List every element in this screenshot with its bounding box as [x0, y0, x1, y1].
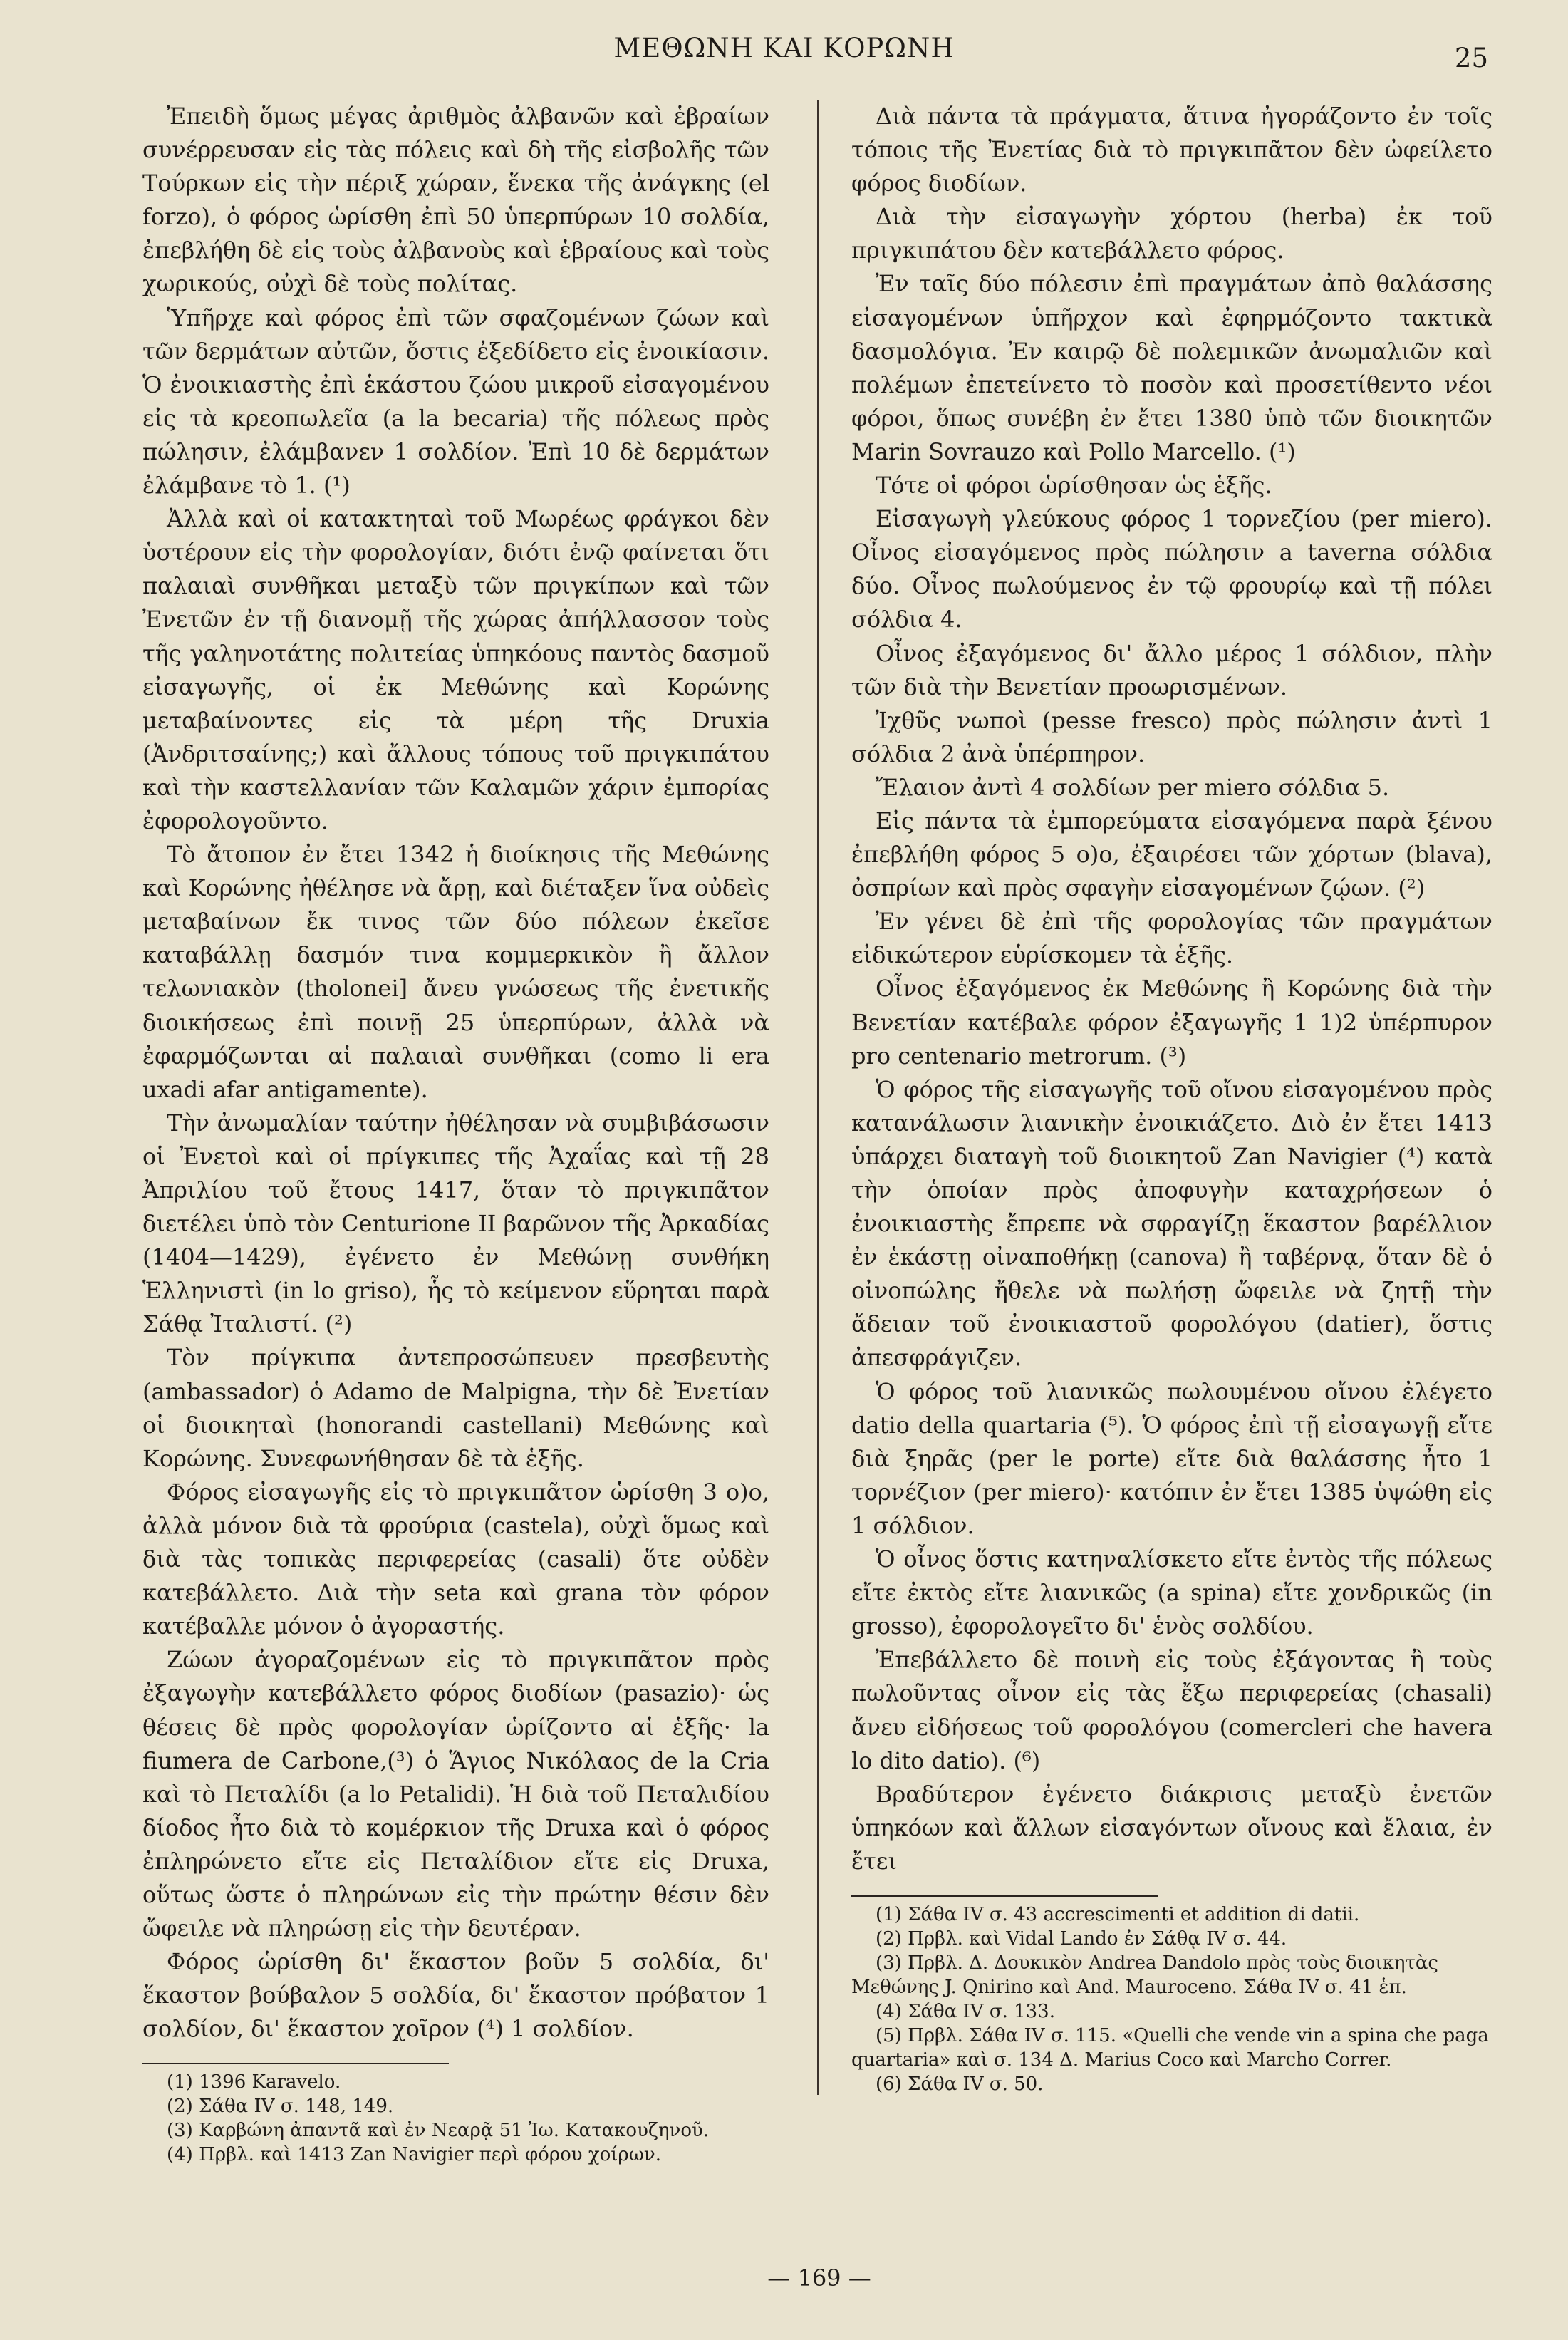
footnote: (1) 1396 Karavelo.: [167, 2071, 341, 2093]
paragraph: Ὁ φόρος τοῦ λιανικῶς πωλουμένου οἴνου ἐλέγετο datio della quartaria (⁵). Ὁ φόρος ἐπὶ τῇ εἰσαγωγῇ εἴτε διὰ ξηρᾶς (per le porte) εἴτε διὰ θαλάσσης ἦτο 1 τορνέζιον (per miero)· κατόπιν ἐν ἔτει 1385 ὑψώθη εἰς 1 σόλδιον.: [851, 1377, 1492, 1539]
footnote: (3) Πρβλ. Δ. Δουκικὸν Andrea Dandolo πρὸς τοὺς διοικητὰς Μεθώνης J. Qnirino καὶ And. Mauroceno. Σάθα IV σ. 41 ἑπ.: [851, 1952, 1438, 1998]
paragraph: Διὰ τὴν εἰσαγωγὴν χόρτου (herba) ἐκ τοῦ πριγκιπάτου δὲν κατεβάλλετο φόρος.: [851, 203, 1492, 264]
paragraph: Ὁ φόρος τῆς εἰσαγωγῆς τοῦ οἴνου εἰσαγομένου πρὸς κατανάλωσιν λιανικὴν ἐνοικιάζετο. Διὸ ἐν ἔτει 1413 ὑπάρχει διαταγὴ τοῦ διοικητοῦ Zan Navigier (⁴) κατὰ τὴν ὁποίαν πρὸς ἀποφυγὴν καταχρήσεων ὁ ἐνοικιαστὴς ἔπρεπε νὰ σφραγίζῃ ἕκαστον βαρέλλιον ἐν ἑκάστῃ οἰναποθήκῃ (canova) ἢ ταβέρνᾳ, ὅταν δὲ ὁ οἰνοπώλης ἤθελε νὰ πωλήσῃ ὤφειλε νὰ ζητῇ τὴν ἄδειαν τοῦ ἐνοικιαστοῦ φορολόγου (datier), ὅστις ἀπεσφράγιζεν.: [851, 1075, 1492, 1372]
footnote-rule: [142, 2063, 449, 2064]
footnote: (5) Πρβλ. Σάθα IV σ. 115. «Quelli che vende vin a spina che paga quartaria» καὶ σ. 134 Δ. Marius Coco καὶ Marcho Correr.: [851, 2024, 1489, 2071]
footnote: (1) Σάθα IV σ. 43 accrescimenti et addition di datii.: [876, 1903, 1360, 1925]
paragraph: Οἶνος ἐξαγόμενος δι' ἄλλο μέρος 1 σόλδιον, πλὴν τῶν διὰ τὴν Βενετίαν προωρισμένων.: [851, 639, 1492, 700]
paragraph: Ὑπῆρχε καὶ φόρος ἐπὶ τῶν σφαζομένων ζώων καὶ τῶν δερμάτων αὐτῶν, ὅστις ἐξεδίδετο εἰς ἐνοικίασιν. Ὁ ἐνοικιαστὴς ἐπὶ ἑκάστου ζώου μικροῦ εἰσαγομένου εἰς τὰ κρεοπωλεῖα (a la becaria) τῆς πόλεως πρὸς πώλησιν, ἐλάμβανεν 1 σολδίον. Ἐπὶ 10 δὲ δερμάτων ἐλάμβανε τὸ 1. (¹): [142, 304, 769, 499]
paragraph: Διὰ πάντα τὰ πράγματα, ἅτινα ἠγοράζοντο ἐν τοῖς τόποις τῆς Ἐνετίας διὰ τὸ πριγκιπᾶτον δὲν ὠφείλετο φόρος διοδίων.: [851, 103, 1492, 197]
paragraph: Οἶνος ἐξαγόμενος ἐκ Μεθώνης ἢ Κορώνης διὰ τὴν Βενετίαν κατέβαλε φόρον ἐξαγωγῆς 1 1)2 ὑπέρπυρον pro centenario metrorum. (³): [851, 975, 1492, 1070]
footnote: (6) Σάθα IV σ. 50.: [876, 2073, 1044, 2095]
paragraph: Φόρος ὡρίσθη δι' ἕκαστον βοῦν 5 σολδία, δι' ἕκαστον βούβαλον 5 σολδία, δι' ἕκαστον πρόβατον 1 σολδίον, δι' ἕκαστον χοῖρον (⁴) 1 σολδίον.: [142, 1948, 769, 2043]
page-number: 25: [1454, 43, 1488, 73]
paragraph: Τὴν ἀνωμαλίαν ταύτην ἠθέλησαν νὰ συμβιβάσωσιν οἱ Ἐνετοὶ καὶ οἱ πρίγκιπες τῆς Ἀχαΐας καὶ τῇ 28 Ἀπριλίου τοῦ ἔτους 1417, ὅταν τὸ πριγκιπᾶτον διετέλει ὑπὸ τὸν Centurione II βαρῶνον τῆς Ἀρκαδίας (1404—1429), ἐγένετο ἐν Μεθώνῃ συνθήκη Ἑλληνιστὶ (in lo griso), ἧς τὸ κείμενον εὕρηται παρὰ Σάθᾳ Ἰταλιστί. (²): [142, 1109, 769, 1338]
paragraph: Ὁ οἶνος ὅστις κατηναλίσκετο εἴτε ἐντὸς τῆς πόλεως εἴτε ἐκτὸς εἴτε λιανικῶς (a spina) εἴτε χονδρικῶς (in grosso), ἐφορολογεῖτο δι' ἑνὸς σολδίου.: [851, 1546, 1492, 1640]
footnote: (4) Πρβλ. καὶ 1413 Zan Navigier περὶ φόρου χοίρων.: [167, 2144, 661, 2166]
footnote: (4) Σάθα IV σ. 133.: [876, 2000, 1055, 2022]
paragraph: Τότε οἱ φόροι ὡρίσθησαν ὡς ἑξῆς.: [876, 472, 1272, 499]
footnote: (2) Πρβλ. καὶ Vidal Lando ἐν Σάθᾳ IV σ. 44.: [876, 1927, 1287, 1950]
folio-number: — 169 —: [767, 2264, 871, 2292]
right-column: [851, 100, 1492, 2096]
left-column: [142, 100, 769, 2167]
paragraph: Βραδύτερον ἐγένετο διάκρισις μεταξὺ ἐνετῶν ὑπηκόων καὶ ἄλλων εἰσαγόντων οἴνους καὶ ἔλαια, ἐν ἔτει: [851, 1780, 1492, 1875]
footnote: (3) Καρβώνη ἀπαντᾶ καὶ ἐν Νεαρᾷ 51 Ἰω. Κατακουζηνοῦ.: [167, 2120, 710, 2142]
paragraph: Ἰχθῦς νωποὶ (pesse fresco) πρὸς πώλησιν ἀντὶ 1 σόλδια 2 ἀνὰ ὑπέρπηρον.: [851, 706, 1492, 767]
paragraph: Εἰσαγωγὴ γλεύκους φόρος 1 τορνεζίου (per miero). Οἶνος εἰσαγόμενος πρὸς πώλησιν a taverna σόλδια δύο. Οἶνος πωλούμενος ἐν τῷ φρουρίῳ καὶ τῇ πόλει σόλδια 4.: [851, 505, 1492, 633]
paragraph: Ἐν γένει δὲ ἐπὶ τῆς φορολογίας τῶν πραγμάτων εἰδικώτερον εὑρίσκομεν τὰ ἑξῆς.: [851, 908, 1492, 969]
running-title: ΜΕΘΩΝΗ ΚΑΙ ΚΟΡΩΝΗ: [613, 33, 955, 63]
paragraph: Τὸν πρίγκιπα ἀντεπροσώπευεν πρεσβευτὴς (ambassador) ὁ Adamo de Malpigna, τὴν δὲ Ἐνετίαν οἱ διοικηταὶ (honorandi castellani) Μεθώνης καὶ Κορώνης. Συνεφωνήθησαν δὲ τὰ ἑξῆς.: [142, 1344, 769, 1472]
paragraph: Εἰς πάντα τὰ ἐμπορεύματα εἰσαγόμενα παρὰ ξένου ἐπεβλήθη φόρος 5 ο)ο, ἐξαιρέσει τῶν χόρτων (blava), ὀσπρίων καὶ πρὸς σφαγὴν εἰσαγομένων ζῴων. (²): [851, 807, 1492, 902]
footnote: (2) Σάθα IV σ. 148, 149.: [167, 2096, 394, 2118]
paragraph: Ἐν ταῖς δύο πόλεσιν ἐπὶ πραγμάτων ἀπὸ θαλάσσης εἰσαγομένων ὑπῆρχον καὶ ἐφηρμόζοντο τακτικὰ δασμολόγια. Ἐν καιρῷ δὲ πολεμικῶν ἀνωμαλιῶν καὶ πολέμων ἐπετείνετο τὸ ποσὸν καὶ προσετίθεντο νέοι φόροι, ὅπως συνέβη ἐν ἔτει 1380 ὑπὸ τῶν διοικητῶν Marin Sovrauzo καὶ Pollo Marcello. (¹): [851, 270, 1492, 465]
paragraph: Ζώων ἀγοραζομένων εἰς τὸ πριγκιπᾶτον πρὸς ἐξαγωγὴν κατεβάλλετο φόρος διοδίων (pasazio)· ὡς θέσεις δὲ πρὸς φορολογίαν ὡρίζοντο αἱ ἑξῆς· la fiumera de Carbone,(³) ὁ Ἅγιος Νικόλαος de la Cria καὶ τὸ Πεταλίδι (a lo Petalidi). Ἡ διὰ τοῦ Πεταλιδίου δίοδος ἦτο διὰ τὸ κομέρκιον τῆς Druxa καὶ ὁ φόρος ἐπληρώνετο εἴτε εἰς Πεταλίδιον εἴτε εἰς Druxa, οὕτως ὥστε ὁ πληρώνων εἰς τὴν πρώτην θέσιν δὲν ὤφειλε νὰ πληρώσῃ εἰς τὴν δευτέραν.: [142, 1646, 769, 1942]
column-divider: [817, 100, 819, 2095]
paragraph: Ἀλλὰ καὶ οἱ κατακτηταὶ τοῦ Μωρέως φράγκοι δὲν ὑστέρουν εἰς τὴν φορολογίαν, διότι ἐνῷ φαίνεται ὅτι παλαιαὶ συνθῆκαι μεταξὺ τῶν πριγκίπων καὶ τῶν Ἐνετῶν ἐν τῇ διανομῇ τῆς χώρας ἀπήλλασσον τοὺς τῆς γαληνοτάτης πολιτείας ὑπηκόους παντὸς δασμοῦ εἰσαγωγῆς, οἱ ἐκ Μεθώνης καὶ Κορώνης μεταβαίνοντες εἰς τὰ μέρη τῆς Druxia (Ἀνδριτσαίνης;) καὶ ἄλλους τόπους τοῦ πριγκιπάτου καὶ τὴν καστελλανίαν τῶν Καλαμῶν χάριν ἐμπορίας ἐφορολογοῦντο.: [142, 505, 769, 834]
paragraph: Ἔλαιον ἀντὶ 4 σολδίων per miero σόλδια 5.: [876, 773, 1390, 801]
footnote-rule: [851, 1895, 1158, 1897]
paragraph: Τὸ ἄτοπον ἐν ἔτει 1342 ἡ διοίκησις τῆς Μεθώνης καὶ Κορώνης ἠθέλησε νὰ ἄρῃ, καὶ διέταξεν ἵνα οὐδεὶς μεταβαίνων ἔκ τινος τῶν δύο πόλεων ἐκεῖσε καταβάλλῃ δασμόν τινα κομμερκικὸν ἢ ἄλλον τελωνιακὸν (tholonei] ἄνευ γνώσεως τῆς ἐνετικῆς διοικήσεως ἐπὶ ποινῇ 25 ὑπερπύρων, ἀλλὰ νὰ ἐφαρμόζωνται αἱ παλαιαὶ συνθῆκαι (como li era uxadi afar antigamente).: [142, 841, 769, 1103]
paragraph: Φόρος εἰσαγωγῆς εἰς τὸ πριγκιπᾶτον ὡρίσθη 3 ο)ο, ἀλλὰ μόνον διὰ τὰ φρούρια (castela), οὐχὶ ὅμως καὶ διὰ τὰς τοπικὰς περιφερείας (casali) ὅτε οὐδὲν κατεβάλλετο. Διὰ τὴν seta καὶ grana τὸν φόρον κατέβαλλε μόνον ὁ ἀγοραστής.: [142, 1478, 770, 1640]
paragraph: Ἐπεβάλλετο δὲ ποινὴ εἰς τοὺς ἐξάγοντας ἢ τοὺς πωλοῦντας οἶνον εἰς τὰς ἔξω περιφερείας (chasali) ἄνευ εἰδήσεως τοῦ φορολόγου (comercleri che havera lo dito datio). (⁶): [851, 1646, 1492, 1774]
paragraph: Ἐπειδὴ ὅμως μέγας ἀριθμὸς ἀλβανῶν καὶ ἑβραίων συνέρρευσαν εἰς τὰς πόλεις καὶ δὴ τῆς εἰσβολῆς τῶν Τούρκων εἰς τὴν πέριξ χώραν, ἕνεκα τῆς ἀνάγκης (el forzo), ὁ φόρος ὡρίσθη ἐπὶ 50 ὑπερπύρων 10 σολδία, ἐπεβλήθη δὲ εἰς τοὺς ἀλβανοὺς καὶ ἑβραίους καὶ τοὺς χωρικούς, οὐχὶ δὲ τοὺς πολίτας.: [142, 103, 769, 298]
